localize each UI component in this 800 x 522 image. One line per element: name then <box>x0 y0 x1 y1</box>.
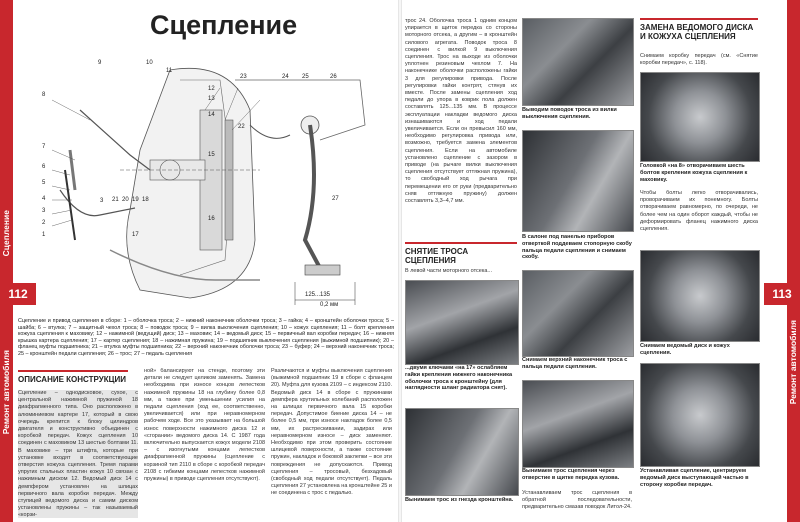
photo-pedal-clip <box>522 130 634 232</box>
section-heading-disc-replacement: ЗАМЕНА ВЕДОМОГО ДИСКА И КОЖУХА СЦЕПЛЕНИЯ <box>640 23 754 41</box>
cable-description-text: трос 24. Оболочка троса 1 одним концом упирается в щиток передка со стороны моторного отсека, а другим – в кронштейн силового агрегата. Поводок троса 8 соединен с вилкой 9 выключения сцепления. Трос на выходе из оболочки уплотнен резиновым чехлом 7. На наконечнике оболочки расположены гайки 3 для регулировки привода. После регулировки гайки контрят, стянув их вместе. После замены сцепления ход педали до упора в коврик пола должен составлять 125...135 мм. В процессе эксплуатации накладки ведомого диска изнашиваются и ход педали увеличивается. Если он превысил 160 мм, необходимо регулировка привода или, возможно, требуется замена элементов сцепления. Если на автомобиле установлено сцепление с зазором в приводе (на рычаге вилки выключения сцепления отсутствует оттяжная пружина), то свободный ход рычага при перемещении его от руки (предварительно сняв оттяжную пружину) должен составлять 3,3–4,7 мм. <box>405 18 517 205</box>
label-27: 27 <box>332 196 339 202</box>
label-22: 22 <box>238 124 245 130</box>
cable-removal-intro: В левой части моторного отсека... <box>405 268 493 274</box>
label-9: 9 <box>98 60 102 66</box>
bolts-instructions: Чтобы болты легко отворачивались, проворачиваем их понемногу. Болты отворачиваем равномерно, по очереди, не более чем на один оборот каждый, чтобы не деформировать фланец нажимного диска сцепления. <box>640 190 758 233</box>
section-rule-3 <box>640 18 758 20</box>
label-23: 23 <box>240 74 247 80</box>
photo-cover-bolts <box>640 72 760 162</box>
text-column-3: Различаются и муфты выключения сцепления (выжимной подшипник 19 в сборе с фланцем 20). Муфта для кузова 2109 – с индексом 2110. Ведомый диск 14 в сборе с пружинами демпфера крутильных колебаний расположен на шлицах первичного вала 15 коробки передач. Допустимое биение диска 14 – не более 0,5 мм, при износе накладок более 0,5 мм, их растрескивании, задирах или неравномерном износе – диск заменяют. Необходимо при этом проверить состояние шлицевой поверхности, а также состояние пружин, накладок и боковой заклепки – все эти повреждения не допускаются. Привод сцепления – тросовый, безхадовый (свободный ход педали отсутствует). Педаль сцепления 27 установлена на кронштейне 25 и не соединена с трос с педалью. <box>271 368 392 497</box>
section-heading-cable-removal: СНЯТИЕ ТРОСА СЦЕПЛЕНИЯ <box>405 247 469 265</box>
clutch-diagram <box>20 50 392 308</box>
left-side-label: Сцепление <box>1 210 11 257</box>
left-page-number: 112 <box>0 283 36 305</box>
photo-cover-bolts-caption: Головкой «на 8» отворачиваем шесть болтов крепления кожуха сцепления к маховику. <box>640 163 748 183</box>
photo-pedal-clip-caption: В салоне под панелью приборов отверткой поддеваем стопорную скобу пальца педали сцепления и снимаем скобу. <box>522 234 632 261</box>
label-12: 12 <box>208 86 215 92</box>
right-page-number: 113 <box>764 283 800 305</box>
section-rule <box>18 370 128 372</box>
label-13: 13 <box>208 96 215 102</box>
label-25: 25 <box>302 74 309 80</box>
label-4: 4 <box>42 196 46 202</box>
left-side-stripe <box>0 0 13 522</box>
figure-caption: Сцепление и привод сцепления в сборе: 1 – оболочка троса; 2 – нижний наконечник оболочки троса; 3 – гайка; 4 – кронштейн оболочки троса; 5 – шайба; 6 – втулка; 7 – защитный чехол троса; 8 – поводок троса; 9 – вилка выключения сцепления; 10 – кожух сцепления; 11 – болт крепления кожуха сцепления к маховику; 12 – нажимной (ведущий) диск; 13 – маховик; 14 – ведомый диск; 15 – первичный вал коробки передач; 16 – нижняя крышка картера сцепления; 17 – картер сцепления; 18 – нажимная пружина; 19 – подшипник выключения сцепления (выжимной подшипник); 20 – фланец муфты подшипника; 21 – втулка муфты подшипника; 22 – верхний наконечник оболочки троса; 23 – буфер; 24 – верхний наконечник троса; 25 – кронштейн педали сцепления; 26 – трос; 27 – педаль сцепления <box>18 318 394 357</box>
photo-fork-lever <box>522 18 634 106</box>
dimension-label-2: 0,2 мм <box>320 302 339 308</box>
text-column-2: ной» балансируют на стенде, поэтому эти детали не следует целиком заменять. Замена необходима при износе концов лепестков нажимной пружины 18 на глубину более 0,8 мм, а также при уменьшении усилия на педали сцепления (ход ее, соответственно, увеличивается) или при неравномерном рабочем ходе. Все это указывает на большой износ поверхности нажимного диска 12 и «сгорании» ведомого диска 14. С 1987 года включительно выпускается кожух модели 2108 – с изогнутыми концами лепестков диафрагменной пружины (сцепление с корзиной тип 2110 в сборе с коробкой передач 2108 с гибкими концами лепестков нажимной пружины) в приводе сцепления отсутствуют). <box>144 368 265 483</box>
label-3b: 3 <box>100 198 104 204</box>
label-24: 24 <box>282 74 289 80</box>
text-column-1: Сцепление – однодисковое, сухое, с центральной нажимной пружиной 18 диафрагменного типа. Оно расположено в алюминиевом картере 17, который в свою очередь крепится к блоку цилиндров двигателя и конструктивно объединен с коробкой передач. Кожух сцепления 10 соединен с маховиком 13 шестью болтами 11. В маховике – три штифта, которые при установке входят в соответствующие отверстия кожуха сцепления. Тремя парами упругих стальных пластин кожух 10 связан с нажимным диском 12. Ведомый диск 14 с демпфером установлен на шлицах первичного вала коробки передач. Между ступицей ведомого диска и самим диском установлены пружины – так называемый «корзи- <box>18 390 138 518</box>
photo-cable-through-hole <box>522 380 634 468</box>
photo-upper-tip-caption: Снимаем верхний наконечник троса с пальца педали сцепления. <box>522 357 628 370</box>
photo-fork-lever-caption: Выводим поводок троса из вилки выключения сцепления. <box>522 107 617 120</box>
label-15: 15 <box>208 152 215 158</box>
page-title: Сцепление <box>150 10 298 40</box>
label-21: 21 <box>112 197 119 203</box>
label-7: 7 <box>42 144 46 150</box>
right-side-stripe <box>787 0 800 522</box>
right-side-label: Ремонт автомобиля <box>788 320 798 405</box>
label-11: 11 <box>166 68 173 74</box>
photo-disc-centering-caption: Устанавливая сцепление, центрируем ведомый диск выступающей частью в сторону коробки передач. <box>640 468 749 488</box>
photo-cable-bracket-caption: Вынимаем трос из гнезда кронштейна. <box>405 497 514 503</box>
label-17: 17 <box>132 232 139 238</box>
photo-cable-through-hole-caption: Вынимаем трос сцепления через отверстие в щитке передка кузова. <box>522 468 620 481</box>
label-26: 26 <box>330 74 337 80</box>
label-20: 20 <box>122 197 129 203</box>
section-rule-2 <box>405 242 517 244</box>
label-3: 3 <box>42 208 46 214</box>
pedal-drawing <box>235 80 365 305</box>
photo-disc-removed <box>640 250 760 342</box>
label-2: 2 <box>42 220 46 226</box>
label-18: 18 <box>142 197 149 203</box>
disc-replacement-intro: Снимаем коробку передач (см. «Снятие коробки передач», с. 118). <box>640 53 758 67</box>
install-note: Устанавливаем трос сцепления в обратной последовательности, предварительно смазав поводок Литол-24. <box>522 490 632 511</box>
label-8: 8 <box>42 92 46 98</box>
photo-wrenches-caption: ...двумя ключами «на 17» ослабляем гайки крепления нижнего наконечника оболочки троса к кронштейну (для наглядности шланг радиатора снят). <box>405 365 513 392</box>
label-5: 5 <box>42 180 46 186</box>
dimension-label: 125...135 <box>305 292 331 298</box>
photo-upper-tip <box>522 270 634 357</box>
label-19: 19 <box>132 197 139 203</box>
page-gutter <box>398 0 402 522</box>
label-1: 1 <box>42 232 46 238</box>
label-10: 10 <box>146 60 153 66</box>
left-side-label-book: Ремонт автомобиля <box>1 350 11 435</box>
photo-wrenches <box>405 280 519 365</box>
photo-cable-bracket <box>405 408 519 496</box>
label-6: 6 <box>42 164 46 170</box>
photo-disc-removed-caption: Снимаем ведомый диск и кожух сцепления. <box>640 343 730 356</box>
label-14: 14 <box>208 112 215 118</box>
label-16: 16 <box>208 216 215 222</box>
section-heading-description: ОПИСАНИЕ КОНСТРУКЦИИ <box>18 375 126 384</box>
photo-disc-centering <box>640 363 760 467</box>
